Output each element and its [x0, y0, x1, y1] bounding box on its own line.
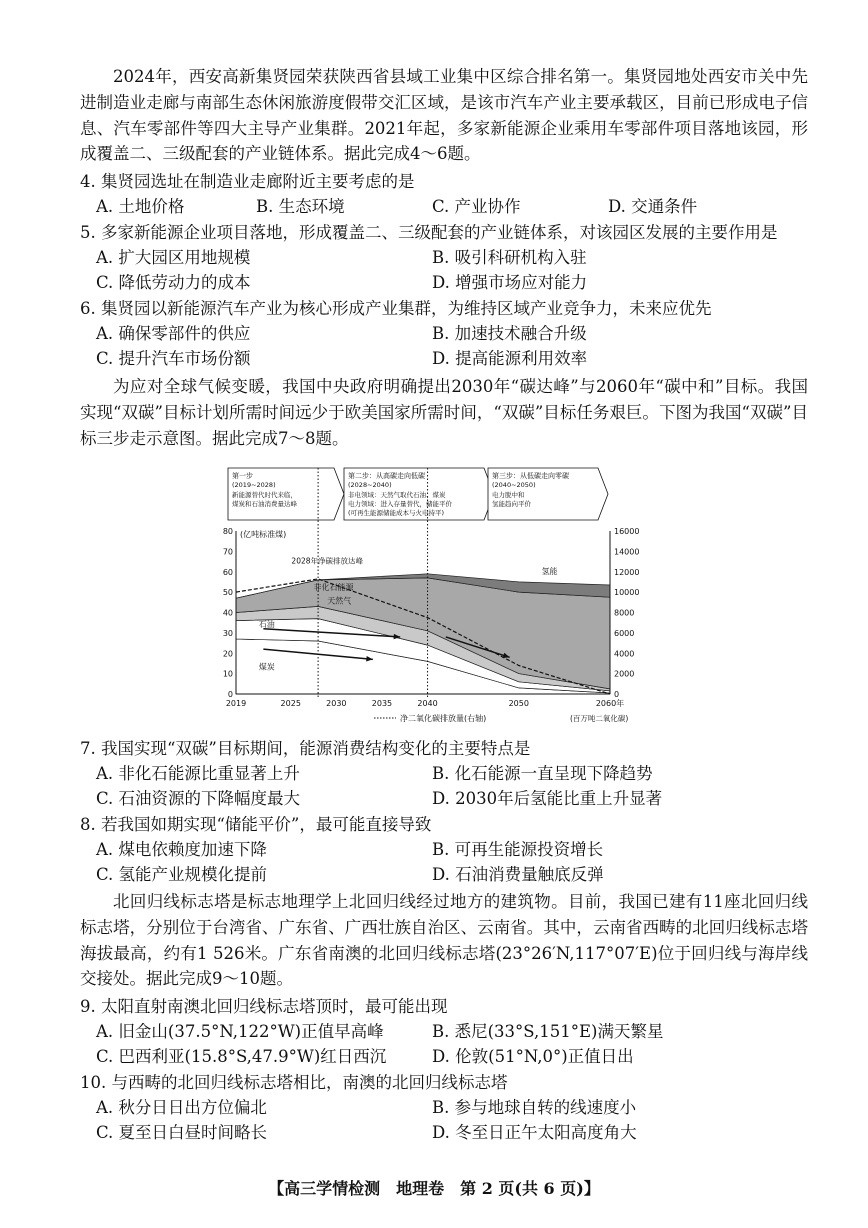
- question-7-option-a[interactable]: A. 非化石能源比重显著上升: [96, 764, 300, 783]
- y-tick-left-4: 40: [222, 608, 233, 618]
- x-tick-4: 2040: [417, 699, 438, 708]
- y-tick-right-0: 0: [614, 690, 620, 699]
- question-6-stem: 6. 集贤园以新能源汽车产业为核心形成产业集群，为维持区域产业竞争力，未来应优先: [80, 299, 712, 318]
- y-tick-left-1: 10: [222, 669, 233, 679]
- y-tick-right-8: 16000: [614, 527, 640, 536]
- question-4-option-b[interactable]: B. 生态环境: [256, 197, 345, 216]
- question-9-option-c[interactable]: C. 巴西利亚(15.8°S,47.9°W)红日西沉: [96, 1047, 387, 1066]
- dual-carbon-figure: [222, 466, 662, 734]
- question-9-option-b[interactable]: B. 悉尼(33°S,151°E)满天繁星: [432, 1022, 664, 1041]
- question-7-stem: 7. 我国实现“双碳”目标期间，能源消费结构变化的主要特点是: [80, 739, 531, 758]
- question-4-option-c[interactable]: C. 产业协作: [432, 197, 521, 216]
- step-line2-2: 电力领域：进入存量替代，储能平价: [348, 500, 452, 508]
- y-tick-left-2: 20: [222, 649, 233, 659]
- y-tick-right-2: 4000: [614, 649, 635, 659]
- y-tick-right-7: 14000: [614, 547, 640, 557]
- y-tick-left-3: 30: [222, 628, 233, 638]
- y-tick-left-0: 0: [227, 690, 233, 699]
- step-period-1: (2019~2028): [232, 481, 276, 489]
- x-tick-2: 2030: [326, 699, 347, 708]
- question-6-option-d[interactable]: D. 提高能源利用效率: [432, 349, 588, 368]
- question-8-option-d[interactable]: D. 石油消费量触底反弹: [432, 865, 604, 884]
- step-period-3: (2040~2050): [492, 481, 536, 489]
- y-tick-right-5: 10000: [614, 588, 640, 598]
- question-7-option-b[interactable]: B. 化石能源一直呈现下降趋势: [432, 764, 653, 783]
- question-10-option-d[interactable]: D. 冬至日正午太阳高度角大: [432, 1123, 637, 1142]
- question-6-option-c[interactable]: C. 提升汽车市场份额: [96, 349, 251, 368]
- question-4-option-d[interactable]: D. 交通条件: [608, 197, 698, 216]
- y-tick-right-4: 8000: [614, 608, 635, 618]
- series-label-2: 天然气: [327, 596, 352, 606]
- page-footer: 【高三学情检测 地理卷 第 2 页(共 6 页)】: [268, 1179, 600, 1198]
- step-line1-3: 电力脱中和: [492, 491, 525, 499]
- x-tick-0: 2019: [225, 699, 247, 708]
- question-8-stem: 8. 若我国如期实现“储能平价”，最可能直接导致: [80, 815, 432, 834]
- emission-peak-label: 2028年净碳排放达峰: [291, 556, 364, 566]
- question-5-option-b[interactable]: B. 吸引科研机构入驻: [432, 248, 587, 267]
- step-line2-1: 煤炭和石油消费量达峰: [232, 500, 297, 508]
- y-tick-left-7: 70: [222, 547, 233, 557]
- question-7-option-c[interactable]: C. 石油资源的下降幅度最大: [96, 789, 301, 808]
- step-title-1: 第一步: [232, 472, 253, 480]
- y-tick-left-5: 50: [222, 588, 233, 598]
- y-tick-left-8: 80: [222, 527, 233, 536]
- question-5-stem: 5. 多家新能源企业项目落地，形成覆盖二、三级配套的产业链体系，对该园区发展的主要作用是: [80, 223, 778, 242]
- question-6-option-b[interactable]: B. 加速技术融合升级: [432, 324, 587, 343]
- step-title-2: 第二步：从高碳走向低碳: [348, 472, 425, 480]
- step-line1-2: 非电领域：天然气取代石油、煤炭: [348, 491, 446, 499]
- y-tick-right-3: 6000: [614, 628, 635, 638]
- question-7-option-d[interactable]: D. 2030年后氢能比重上升显著: [432, 789, 663, 808]
- question-10-option-b[interactable]: B. 参与地球自转的线速度小: [432, 1098, 637, 1117]
- y-tick-left-6: 60: [222, 567, 233, 577]
- question-4-stem: 4. 集贤园选址在制造业走廊附近主要考虑的是: [80, 172, 415, 191]
- step-title-3: 第三步：从低碳走向零碳: [492, 472, 569, 480]
- passage-jixianyuan: 2024年，西安高新集贤园荣获陕西省县域工业集中区综合排名第一。集贤园地处西安市关中先进制造业走廊与南部生态休闲旅游度假带交汇区域，是该市汽车产业主要承载区，目前已形成电子信息、汽车零部件等四大主导产业集群。2021年起，多家新能源企业乘用车零部件项目落地该园，形成覆盖二、三级配套的产业链体系。据此完成4～6题。: [80, 67, 808, 164]
- step-period-2: (2028~2040): [348, 481, 392, 489]
- question-8-option-b[interactable]: B. 可再生能源投资增长: [432, 840, 604, 859]
- question-8-option-c[interactable]: C. 氢能产业规模化提前: [96, 865, 268, 884]
- series-label-3: 非化石能源: [313, 583, 354, 593]
- series-label-0: 煤炭: [258, 662, 275, 672]
- step-line1-1: 新能源替代时代来临，: [232, 491, 297, 499]
- series-label-4: 氢能: [541, 566, 558, 576]
- y-tick-right-6: 12000: [614, 567, 640, 577]
- question-8-option-a[interactable]: A. 煤电依赖度加速下降: [96, 840, 267, 859]
- y-axis-right-unit: (百万吨二氧化碳): [570, 714, 629, 723]
- dual-carbon-chart: [222, 466, 662, 734]
- x-tick-5: 2050: [508, 699, 529, 708]
- step-line3-2: (可再生能源储能成本与火电持平): [348, 509, 445, 517]
- y-tick-right-1: 2000: [614, 669, 635, 679]
- x-tick-3: 2035: [371, 699, 393, 708]
- question-9-option-d[interactable]: D. 伦敦(51°N,0°)正值日出: [432, 1047, 634, 1066]
- question-10-stem: 10. 与西畴的北回归线标志塔相比，南澳的北回归线标志塔: [80, 1073, 508, 1092]
- step-line2-3: 氢能趋向平价: [492, 500, 531, 508]
- passage-tropic-tower: 北回归线标志塔是标志地理学上北回归线经过地方的建筑物。目前，我国已建有11座北回归线标志塔，分别位于台湾省、广东省、广西壮族自治区、云南省。其中，云南省西畴的北回归线标志塔海拔最高，约有1 526米。广东省南澳的北回归线标志塔(23°26′N,117°07′E)位于回归线与海岸线交接处。据此完成9～10题。: [80, 892, 808, 989]
- question-5-option-a[interactable]: A. 扩大园区用地规模: [96, 248, 251, 267]
- x-tick-6: 2060年: [595, 699, 625, 708]
- question-10-option-c[interactable]: C. 夏至日白昼时间略长: [96, 1123, 268, 1142]
- question-9-stem: 9. 太阳直射南澳北回归线标志塔顶时，最可能出现: [80, 997, 448, 1016]
- question-9-option-a[interactable]: A. 旧金山(37.5°N,122°W)正值早高峰: [96, 1022, 384, 1041]
- series-label-1: 石油: [258, 619, 275, 629]
- y-axis-left-label: (亿吨标准煤): [240, 530, 287, 540]
- legend-emission-label: 净二氧化碳排放量(右轴): [400, 714, 487, 723]
- passage-dual-carbon: 为应对全球气候变暖，我国中央政府明确提出2030年“碳达峰”与2060年“碳中和”目标。我国实现“双碳”目标计划所需时间远少于欧美国家所需时间，“双碳”目标任务艰巨。下图为我国“双碳”目标三步走示意图。据此完成7～8题。: [80, 377, 808, 448]
- question-5-option-d[interactable]: D. 增强市场应对能力: [432, 273, 588, 292]
- question-6-option-a[interactable]: A. 确保零部件的供应: [96, 324, 251, 343]
- question-10-option-a[interactable]: A. 秋分日日出方位偏北: [96, 1098, 267, 1117]
- x-tick-1: 2025: [280, 699, 301, 708]
- question-5-option-c[interactable]: C. 降低劳动力的成本: [96, 273, 251, 292]
- question-4-option-a[interactable]: A. 土地价格: [96, 197, 185, 216]
